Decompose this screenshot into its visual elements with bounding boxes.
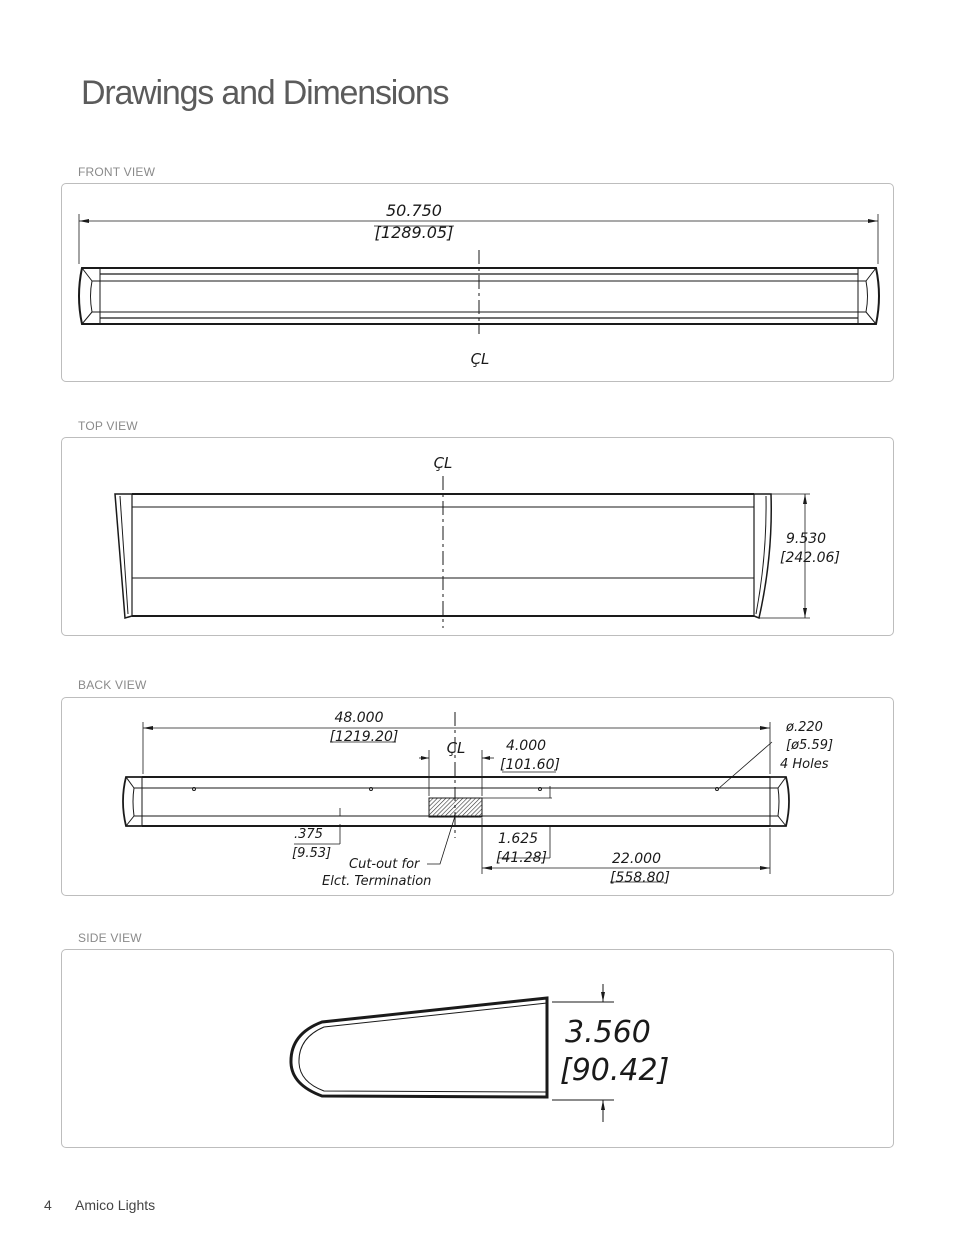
front-view-label: FRONT VIEW xyxy=(78,165,156,179)
back-edge-offset-in: .375 xyxy=(294,827,323,842)
back-view-panel xyxy=(61,697,894,896)
back-half-spacing-mm: [558.80] xyxy=(610,870,670,886)
side-height-in: 3.560 xyxy=(565,1015,651,1050)
back-cutout-note-line2: Elct. Termination xyxy=(322,874,432,889)
front-length-mm: [1289.05] xyxy=(374,223,454,242)
back-cutout-width-mm: [101.60] xyxy=(500,757,560,773)
front-view-panel xyxy=(61,183,894,382)
back-cutout-height-mm: [41.28] xyxy=(496,850,548,866)
side-view-label: SIDE VIEW xyxy=(78,931,142,945)
top-centerline-symbol: ÇL xyxy=(433,454,453,472)
top-view-drawing xyxy=(62,438,895,637)
front-length-in: 50.750 xyxy=(386,201,442,220)
top-view-label: TOP VIEW xyxy=(78,419,138,433)
back-edge-offset-mm: [9.53] xyxy=(292,846,332,861)
back-half-spacing-in: 22.000 xyxy=(612,851,661,867)
top-width-in: 9.530 xyxy=(786,531,827,547)
side-view-drawing xyxy=(62,950,895,1149)
page-title: Drawings and Dimensions xyxy=(81,74,449,112)
front-view-drawing xyxy=(62,184,895,383)
back-hole-count: 4 Holes xyxy=(780,757,829,772)
back-hole-diameter-mm: [ø5.59] xyxy=(786,738,834,753)
back-centerline-symbol: ÇL xyxy=(446,739,466,757)
back-view-drawing xyxy=(62,698,895,897)
back-view-label: BACK VIEW xyxy=(78,678,147,692)
front-centerline-symbol: ÇL xyxy=(470,350,490,368)
footer-brand: Amico Lights xyxy=(75,1197,156,1213)
top-view-panel xyxy=(61,437,894,636)
back-cutout-width-in: 4.000 xyxy=(505,738,547,754)
back-hole-diameter-in: ø.220 xyxy=(786,720,823,735)
back-hole-spacing-mm: [1219.20] xyxy=(329,729,399,745)
top-width-mm: [242.06] xyxy=(780,550,840,566)
side-view-panel xyxy=(61,949,894,1148)
side-height-mm: [90.42] xyxy=(560,1053,670,1088)
back-cutout-height-in: 1.625 xyxy=(498,831,539,847)
back-cutout-note-line1: Cut-out for xyxy=(349,857,420,872)
back-hole-spacing-in: 48.000 xyxy=(334,710,384,726)
footer-page-number: 4 xyxy=(44,1197,52,1213)
